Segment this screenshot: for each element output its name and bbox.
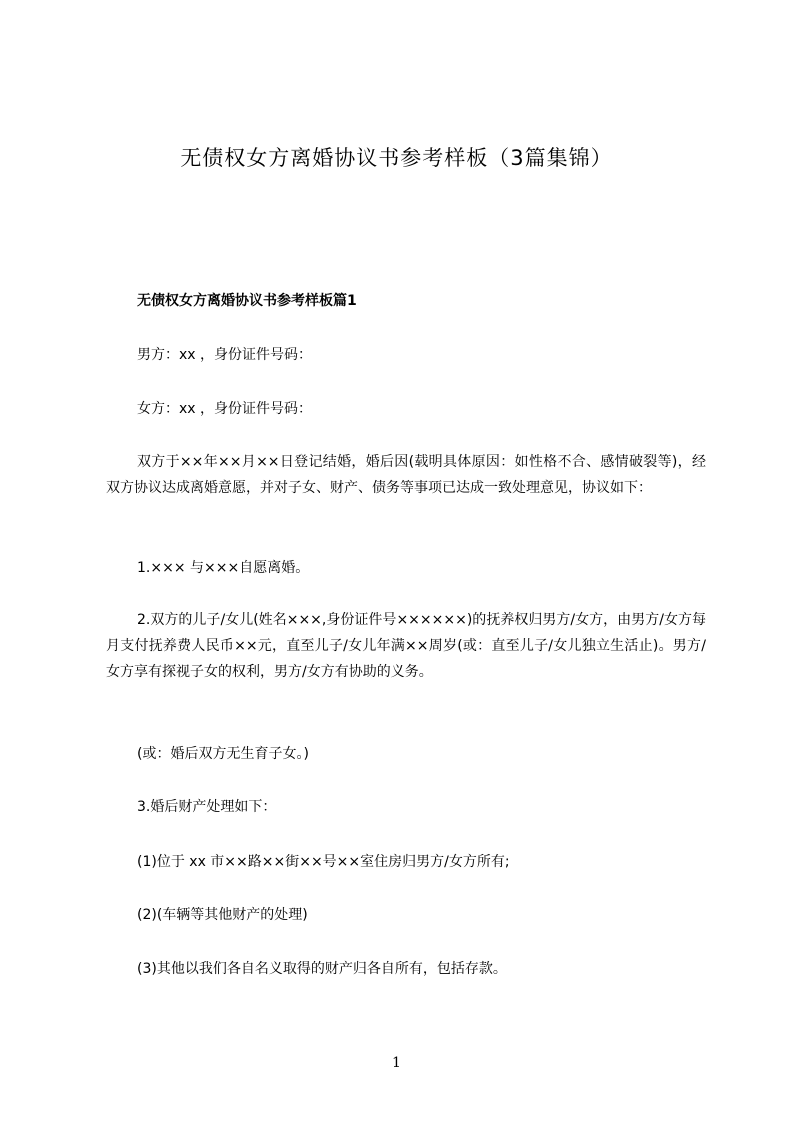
section-heading: 无债权女方离婚协议书参考样板篇1 [137, 293, 357, 309]
paragraph-subitem-1: (1)位于 xx 市××路××街××号××室住房归男方/女方所有; [137, 854, 510, 870]
paragraph-female-party: 女方：xx ，身份证件号码： [137, 401, 313, 417]
paragraph-item-1: 1.××× 与×××自愿离婚。 [137, 560, 310, 576]
paragraph-marriage-statement: 双方于××年××月××日登记结婚，婚后因(载明具体原因：如性格不合、感情破裂等)，经双方协议达成离婚意愿，并对子女、财产、债务等事项已达成一致处理意见，协议如下： [106, 454, 706, 496]
paragraph-alternative: (或：婚后双方无生育子女。) [137, 746, 309, 762]
document-title: 无债权女方离婚协议书参考样板（3篇集锦） [180, 146, 613, 170]
paragraph-male-party: 男方：xx ，身份证件号码： [137, 347, 313, 363]
paragraph-subitem-3: (3)其他以我们各自名义取得的财产归各自所有，包括存款。 [137, 961, 507, 977]
paragraph-item-3: 3.婚后财产处理如下： [137, 799, 277, 815]
paragraph-subitem-2: (2)(车辆等其他财产的处理) [137, 907, 308, 923]
page-number: 1 [392, 1055, 401, 1071]
paragraph-item-2: 2.双方的儿子/女儿(姓名×××,身份证件号××××××)的抚养权归男方/女方，由男方/女方每月支付抚养费人民币××元，直至儿子/女儿年满××周岁(或：直至儿子/女儿独立生活止)。男方/女方享有探视子女的权利，男方/女方有协助的义务。 [106, 612, 706, 680]
